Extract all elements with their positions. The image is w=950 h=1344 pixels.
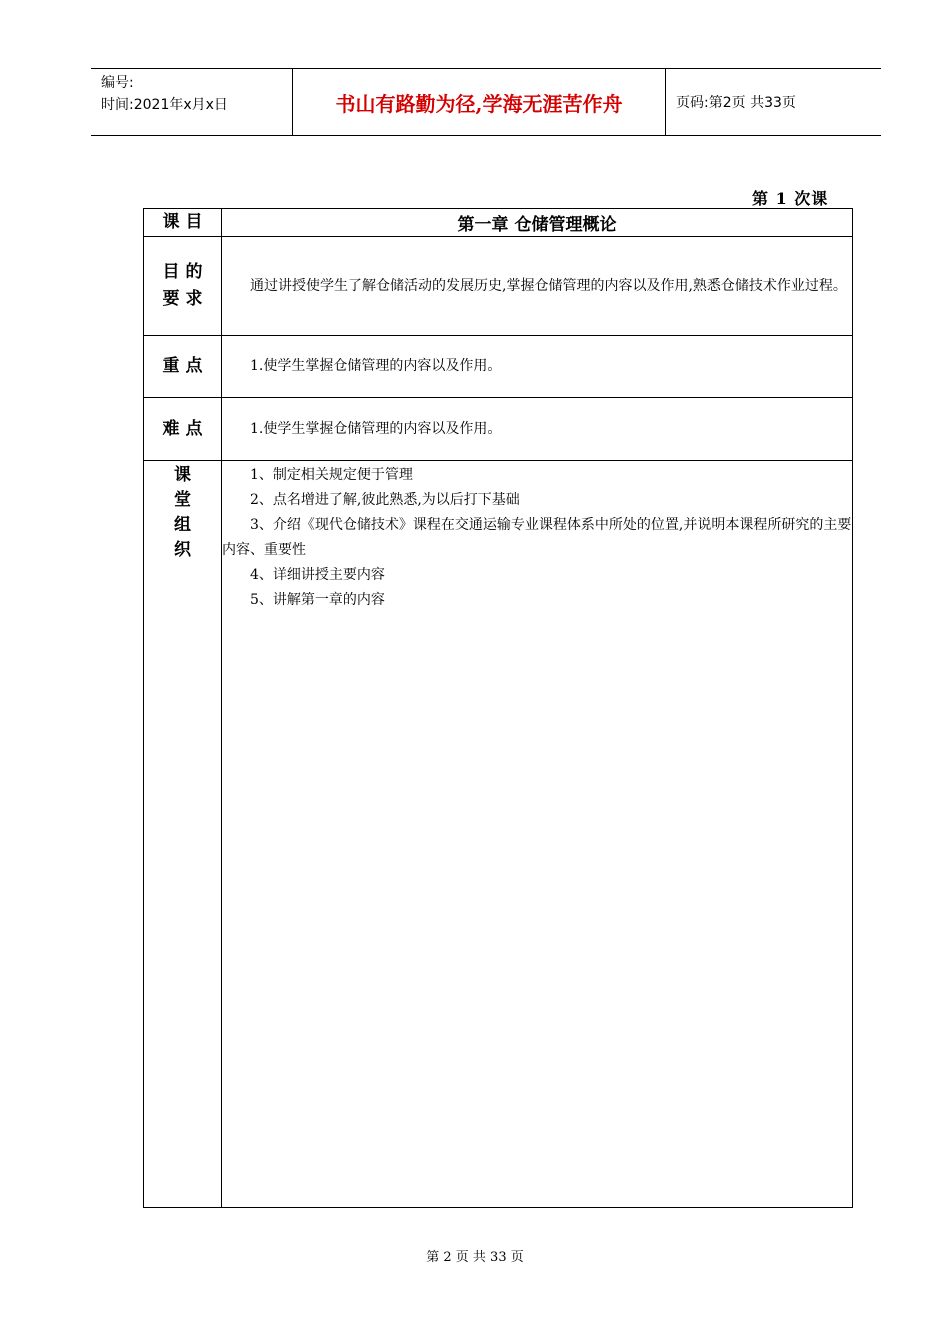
organization-row <box>144 461 853 1208</box>
focus-label: 重 点 <box>144 336 222 398</box>
time-label: 时间:2021年x月x日 <box>101 97 228 113</box>
organization-label-char: 组 <box>174 515 191 535</box>
goal-content <box>222 237 853 336</box>
organization-item: 4、详细讲授主要内容 <box>250 567 385 583</box>
organization-item: 5、讲解第一章的内容 <box>250 592 385 608</box>
organization-content <box>222 461 853 1208</box>
header-page-info: 页码:第2页 共33页 <box>676 95 796 111</box>
organization-item: 3、介绍《现代仓储技术》课程在交通运输专业课程体系中所处的位置,并说明本课程所研究的主要内容、重要性 <box>222 517 852 558</box>
difficulty-row <box>144 398 853 461</box>
goal-text: 通过讲授使学生了解仓储活动的发展历史,掌握仓储管理的内容以及作用,熟悉仓储技术作业过程。 <box>250 277 847 294</box>
subject-row <box>144 209 853 237</box>
focus-content <box>222 336 853 398</box>
focus-text: 1.使学生掌握仓储管理的内容以及作用。 <box>250 358 502 374</box>
difficulty-text: 1.使学生掌握仓储管理的内容以及作用。 <box>250 420 502 437</box>
difficulty-label: 难 点 <box>144 398 222 461</box>
organization-item: 2、点名增进了解,彼此熟悉,为以后打下基础 <box>250 492 520 508</box>
number-label: 编号: <box>101 75 134 91</box>
header-meta <box>91 69 293 135</box>
session-number: 第 1 次课 <box>752 189 829 208</box>
lesson-plan-table <box>143 208 853 1208</box>
organization-label-char: 课 <box>174 465 191 485</box>
goal-label <box>144 237 222 336</box>
organization-label-char: 堂 <box>174 490 191 510</box>
page-header <box>91 68 881 136</box>
difficulty-content <box>222 398 853 461</box>
organization-item: 1、制定相关规定便于管理 <box>250 467 413 483</box>
goal-row <box>144 237 853 336</box>
organization-label-chars <box>144 461 221 563</box>
page-footer: 第 2 页 共 33 页 <box>426 1250 524 1265</box>
subject-label: 课 目 <box>144 209 222 237</box>
goal-label-line-1: 目 的 <box>162 262 203 282</box>
subject-value: 第一章 仓储管理概论 <box>222 209 853 237</box>
organization-label <box>144 461 222 1208</box>
goal-label-line-2: 要 求 <box>162 289 203 309</box>
header-motto: 书山有路勤为径,学海无涯苦作舟 <box>293 69 666 135</box>
organization-label-char: 织 <box>174 540 191 560</box>
focus-row <box>144 336 853 398</box>
